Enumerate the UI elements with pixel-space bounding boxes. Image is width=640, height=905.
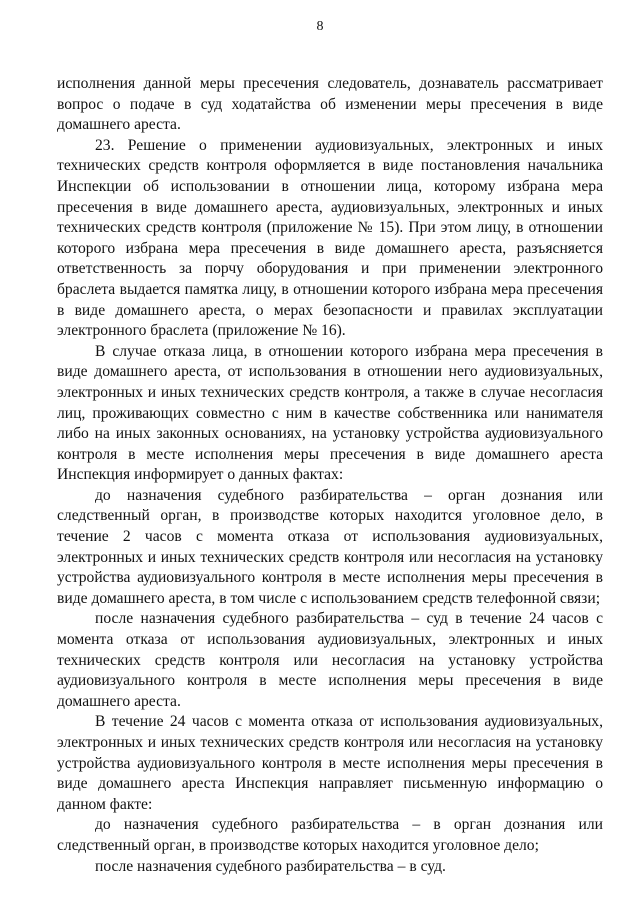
paragraph-5: после назначения судебного разбирательства – суд в течение 24 часов с момента отказа от использования аудиовизуальных, электронных и иных технических средств контроля или несогласия на установку устройства аудиовизуального контроля в месте исполнения меры пресечения в виде домашнего ареста. <box>57 610 603 710</box>
paragraph-6: В течение 24 часов с момента отказа от использования аудиовизуальных, электронных и иных технических средств контроля или несогласия на установку устройства аудиовизуального контроля в месте исполнения меры пресечения в виде домашнего ареста Инспекция направляет письменную информацию о данном факте: <box>57 713 603 813</box>
paragraph-1: исполнения данной меры пресечения следователь, дознаватель рассматривает вопрос о подаче в суд ходатайства об изменении меры пресечения в виде домашнего ареста. <box>57 75 603 134</box>
document-body <box>57 74 603 877</box>
paragraph-4: до назначения судебного разбирательства – орган дознания или следственный орган, в производстве которых находится уголовное дело, в течение 2 часов с момента отказа от использования аудиовизуальных, электронных и иных технических средств контроля или несогласия на установку устройства аудиовизуального контроля в месте исполнения меры пресечения в виде домашнего ареста, в том числе с использованием средств телефонной связи; <box>57 486 603 607</box>
paragraph-7: до назначения судебного разбирательства – в орган дознания или следственный орган, в производстве которых находится уголовное дело; <box>57 816 603 854</box>
paragraph-8: после назначения судебного разбирательства – в суд. <box>95 857 446 875</box>
paragraph-3: В случае отказа лица, в отношении которого избрана мера пресечения в виде домашнего ареста, от использования в отношении него аудиовизуальных, электронных и иных технических средств контроля, а также в случае несогласия лиц, проживающих совместно с ним в качестве собственника или нанимателя либо на иных законных основаниях, на установку устройства аудиовизуального контроля в месте исполнения меры пресечения в виде домашнего ареста Инспекция информирует о данных фактах: <box>57 342 603 484</box>
paragraph-2: 23. Решение о применении аудиовизуальных, электронных и иных технических средств контроля оформляется в виде постановления начальника Инспекции об использовании в отношении лица, которому избрана мера пресечения в виде домашнего ареста, аудиовизуальных, электронных и иных технических средств контроля (приложение № 15). При этом лицу, в отношении которого избрана мера пресечения в виде домашнего ареста, разъясняется ответственность за порчу оборудования и при применении электронного браслета выдается памятка лицу, в отношении которого избрана мера пресечения в виде домашнего ареста, о мерах безопасности и правилах эксплуатации электронного браслета (приложение № 16). <box>57 136 603 340</box>
page-number: 8 <box>316 19 324 34</box>
